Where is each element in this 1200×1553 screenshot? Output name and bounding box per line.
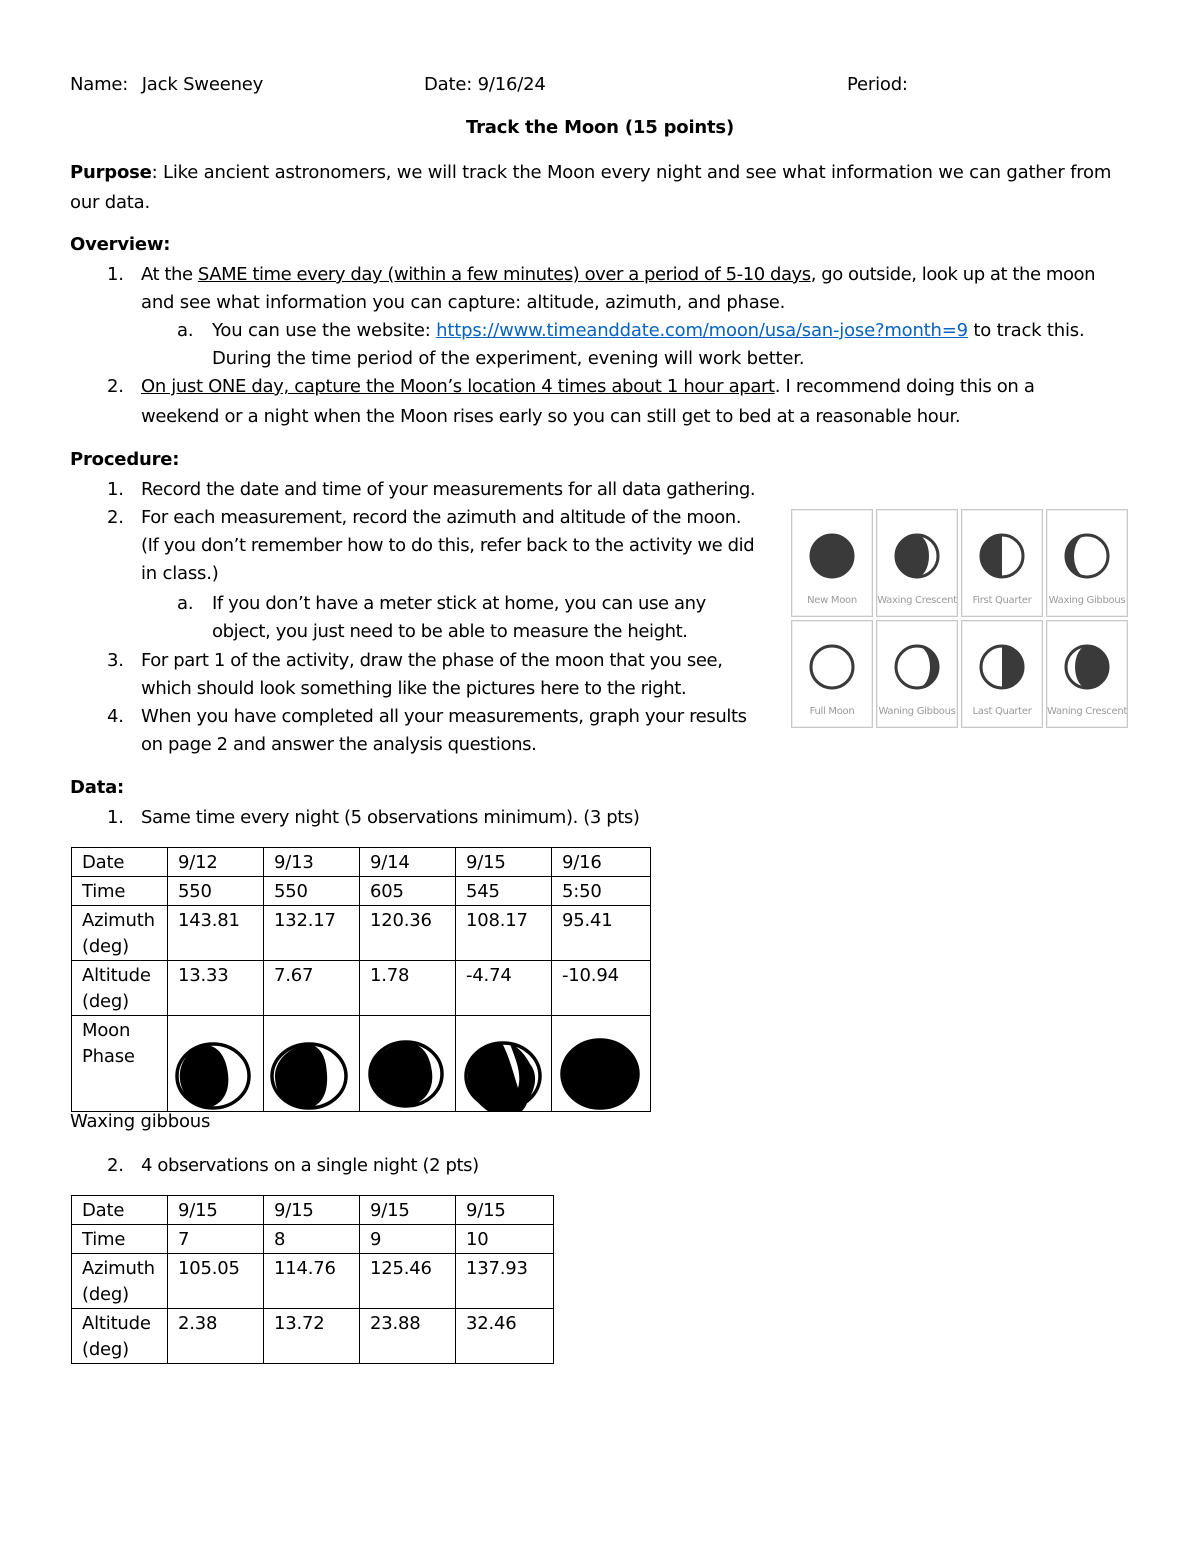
row-label-line: Azimuth bbox=[82, 910, 155, 931]
row-label-azimuth bbox=[72, 1254, 168, 1309]
date-field bbox=[424, 74, 546, 95]
moon-sketch-icon bbox=[456, 1016, 552, 1111]
phase-label: First Quarter bbox=[972, 595, 1032, 606]
overview-item1a-letter: a. bbox=[177, 320, 194, 341]
first-quarter-icon bbox=[978, 532, 1026, 580]
overview-item2-number: 2. bbox=[107, 376, 124, 397]
name-value: Jack Sweeney bbox=[141, 74, 264, 95]
row-label-line: Altitude bbox=[82, 965, 151, 986]
table-cell: 1.78 bbox=[360, 961, 456, 1016]
full-moon-icon bbox=[808, 643, 856, 691]
overview-item2-line2: weekend or a night when the Moon rises early so you can still get to bed at a reasonable hour. bbox=[141, 406, 961, 427]
data-heading: Data: bbox=[70, 777, 125, 798]
phase-label: New Moon bbox=[807, 595, 857, 606]
procedure-item3-number: 3. bbox=[107, 650, 124, 671]
table-cell: 10 bbox=[456, 1225, 554, 1254]
phase-card-waning-crescent bbox=[1046, 620, 1128, 728]
data-item2-text: 4 observations on a single night (2 pts) bbox=[141, 1155, 479, 1176]
overview-item2-line1 bbox=[141, 376, 1035, 397]
table-cell: 9/12 bbox=[168, 848, 264, 877]
row-label-time: Time bbox=[72, 877, 168, 906]
table-cell: 13.72 bbox=[264, 1309, 360, 1364]
row-label-altitude bbox=[72, 961, 168, 1016]
table-cell: 132.17 bbox=[264, 906, 360, 961]
procedure-item2a-letter: a. bbox=[177, 593, 194, 614]
waning-crescent-icon bbox=[1063, 643, 1111, 691]
moon-phase-chart bbox=[791, 509, 1129, 728]
table-cell: 95.41 bbox=[552, 906, 651, 961]
table-cell: 550 bbox=[168, 877, 264, 906]
date-label: Date: bbox=[424, 74, 473, 95]
data-item2-number: 2. bbox=[107, 1155, 124, 1176]
table-cell: 9/15 bbox=[168, 1196, 264, 1225]
procedure-item2a-line1: If you don’t have a meter stick at home, you can use any bbox=[212, 593, 706, 614]
phase-card-last-quarter bbox=[961, 620, 1043, 728]
overview-heading: Overview: bbox=[70, 234, 171, 255]
page-title: Track the Moon (15 points) bbox=[466, 117, 734, 138]
data-item1-text: Same time every night (5 observations minimum). (3 pts) bbox=[141, 807, 640, 828]
phase-card-new-moon bbox=[791, 509, 873, 617]
moon-drawing-cell bbox=[264, 1016, 360, 1112]
single-night-observations-table bbox=[71, 1195, 554, 1364]
moon-drawing-cell bbox=[360, 1016, 456, 1112]
table-cell: 545 bbox=[456, 877, 552, 906]
procedure-heading: Procedure: bbox=[70, 449, 180, 470]
table-cell: 9/15 bbox=[456, 848, 552, 877]
phase-label: Waxing Crescent bbox=[877, 595, 957, 606]
moon-drawing-cell bbox=[456, 1016, 552, 1112]
table-cell: 9/13 bbox=[264, 848, 360, 877]
table-row bbox=[72, 1225, 554, 1254]
waning-gibbous-icon bbox=[893, 643, 941, 691]
table-cell: 137.93 bbox=[456, 1254, 554, 1309]
phase-label: Waning Crescent bbox=[1047, 706, 1128, 717]
overview-item1-underlined: SAME time every day (within a few minutes) over a period of 5-10 days bbox=[197, 264, 811, 285]
table-cell: 9/15 bbox=[264, 1196, 360, 1225]
table-cell: 108.17 bbox=[456, 906, 552, 961]
table-row bbox=[72, 906, 651, 961]
moon-sketch-icon bbox=[264, 1016, 360, 1111]
overview-item1-line1 bbox=[141, 264, 1095, 285]
procedure-item1: Record the date and time of your measurements for all data gathering. bbox=[141, 479, 756, 500]
row-label-line: Altitude bbox=[82, 1313, 151, 1334]
procedure-item2-line1: For each measurement, record the azimuth and altitude of the moon. bbox=[141, 507, 742, 528]
moon-sketch-icon bbox=[360, 1016, 456, 1111]
phase-label: Waxing Gibbous bbox=[1048, 595, 1126, 606]
row-label-date: Date bbox=[72, 848, 168, 877]
nightly-observations-table bbox=[71, 847, 651, 1112]
table-cell: 143.81 bbox=[168, 906, 264, 961]
phase-label: Full Moon bbox=[809, 706, 855, 717]
procedure-item2-line2: (If you don’t remember how to do this, refer back to the activity we did bbox=[141, 535, 755, 556]
row-label-line: (deg) bbox=[82, 1339, 129, 1360]
table-row bbox=[72, 877, 651, 906]
name-field bbox=[70, 74, 263, 95]
row-label-line: Azimuth bbox=[82, 1258, 155, 1279]
phase-label: Waning Gibbous bbox=[878, 706, 956, 717]
table-cell: 32.46 bbox=[456, 1309, 554, 1364]
table-cell: -10.94 bbox=[552, 961, 651, 1016]
procedure-item4-number: 4. bbox=[107, 706, 124, 727]
table-cell: 9/15 bbox=[360, 1196, 456, 1225]
table-row bbox=[72, 1309, 554, 1364]
phase-card-first-quarter bbox=[961, 509, 1043, 617]
purpose-text-1: : Like ancient astronomers, we will track the Moon every night and see what information we can gather from bbox=[151, 162, 1112, 183]
procedure-item3-line1: For part 1 of the activity, draw the phase of the moon that you see, bbox=[141, 650, 723, 671]
table-cell: 120.36 bbox=[360, 906, 456, 961]
procedure-item1-number: 1. bbox=[107, 479, 124, 500]
overview-item1a-pre: You can use the website: bbox=[212, 320, 437, 341]
table-row bbox=[72, 1016, 651, 1112]
overview-item1-post: , go outside, look up at the moon bbox=[810, 264, 1096, 285]
name-label: Name: bbox=[70, 74, 129, 95]
row-label-azimuth bbox=[72, 906, 168, 961]
overview-item2-underlined: On just ONE day, capture the Moon’s location 4 times about 1 hour apart bbox=[141, 376, 775, 397]
moon-sketch-icon bbox=[552, 1016, 651, 1111]
new-moon-icon bbox=[808, 532, 856, 580]
purpose-text-2: our data. bbox=[70, 192, 151, 213]
table-cell: 9/14 bbox=[360, 848, 456, 877]
procedure-item4-line2: on page 2 and answer the analysis questions. bbox=[141, 734, 537, 755]
table-row bbox=[72, 961, 651, 1016]
procedure-item2-number: 2. bbox=[107, 507, 124, 528]
waxing-gibbous-icon bbox=[1063, 532, 1111, 580]
date-value: 9/16/24 bbox=[477, 74, 546, 95]
overview-item1a-line2: During the time period of the experiment, evening will work better. bbox=[212, 348, 805, 369]
table-cell: 5:50 bbox=[552, 877, 651, 906]
procedure-item2-line3: in class.) bbox=[141, 563, 219, 584]
table-row bbox=[72, 1254, 554, 1309]
overview-item1-pre: At the bbox=[141, 264, 198, 285]
row-label-date: Date bbox=[72, 1196, 168, 1225]
table-row bbox=[72, 1196, 554, 1225]
timeanddate-link[interactable]: https://www.timeanddate.com/moon/usa/san-jose?month=9 bbox=[436, 320, 968, 341]
table-cell: -4.74 bbox=[456, 961, 552, 1016]
table-cell: 13.33 bbox=[168, 961, 264, 1016]
period-label: Period: bbox=[847, 74, 908, 95]
phase-card-waxing-gibbous bbox=[1046, 509, 1128, 617]
table-cell: 9/16 bbox=[552, 848, 651, 877]
phase-card-waning-gibbous bbox=[876, 620, 958, 728]
moon-drawing-cell bbox=[552, 1016, 651, 1112]
moon-sketch-icon bbox=[168, 1016, 264, 1111]
table-cell: 23.88 bbox=[360, 1309, 456, 1364]
row-label-line: Moon bbox=[82, 1020, 131, 1041]
row-label-altitude bbox=[72, 1309, 168, 1364]
phase-card-waxing-crescent bbox=[876, 509, 958, 617]
phase-note: Waxing gibbous bbox=[70, 1111, 211, 1132]
row-label-line: Phase bbox=[82, 1046, 135, 1067]
table-cell: 9 bbox=[360, 1225, 456, 1254]
table-cell: 550 bbox=[264, 877, 360, 906]
table-cell: 114.76 bbox=[264, 1254, 360, 1309]
table-cell: 7.67 bbox=[264, 961, 360, 1016]
table-cell: 9/15 bbox=[456, 1196, 554, 1225]
overview-item2-post: . I recommend doing this on a bbox=[774, 376, 1035, 397]
overview-item1-number: 1. bbox=[107, 264, 124, 285]
waxing-crescent-icon bbox=[893, 532, 941, 580]
overview-item1a-post: to track this. bbox=[967, 320, 1085, 341]
purpose-line-1 bbox=[70, 162, 1111, 183]
phase-label: Last Quarter bbox=[972, 706, 1032, 717]
table-cell: 125.46 bbox=[360, 1254, 456, 1309]
table-cell: 7 bbox=[168, 1225, 264, 1254]
row-label-line: (deg) bbox=[82, 936, 129, 957]
procedure-item3-line2: which should look something like the pictures here to the right. bbox=[141, 678, 687, 699]
table-cell: 605 bbox=[360, 877, 456, 906]
data-item1-number: 1. bbox=[107, 807, 124, 828]
purpose-label: Purpose bbox=[70, 162, 152, 183]
last-quarter-icon bbox=[978, 643, 1026, 691]
procedure-item4-line1: When you have completed all your measurements, graph your results bbox=[141, 706, 747, 727]
row-label-time: Time bbox=[72, 1225, 168, 1254]
moon-drawing-cell bbox=[168, 1016, 264, 1112]
table-cell: 8 bbox=[264, 1225, 360, 1254]
table-row bbox=[72, 848, 651, 877]
phase-card-full-moon bbox=[791, 620, 873, 728]
row-label-line: (deg) bbox=[82, 1284, 129, 1305]
row-label-line: (deg) bbox=[82, 991, 129, 1012]
table-cell: 2.38 bbox=[168, 1309, 264, 1364]
procedure-item2a-line2: object, you just need to be able to measure the height. bbox=[212, 621, 688, 642]
overview-item1-line2: and see what information you can capture: altitude, azimuth, and phase. bbox=[141, 292, 786, 313]
row-label-moon-phase bbox=[72, 1016, 168, 1112]
table-cell: 105.05 bbox=[168, 1254, 264, 1309]
overview-item1a-line1 bbox=[212, 320, 1085, 341]
